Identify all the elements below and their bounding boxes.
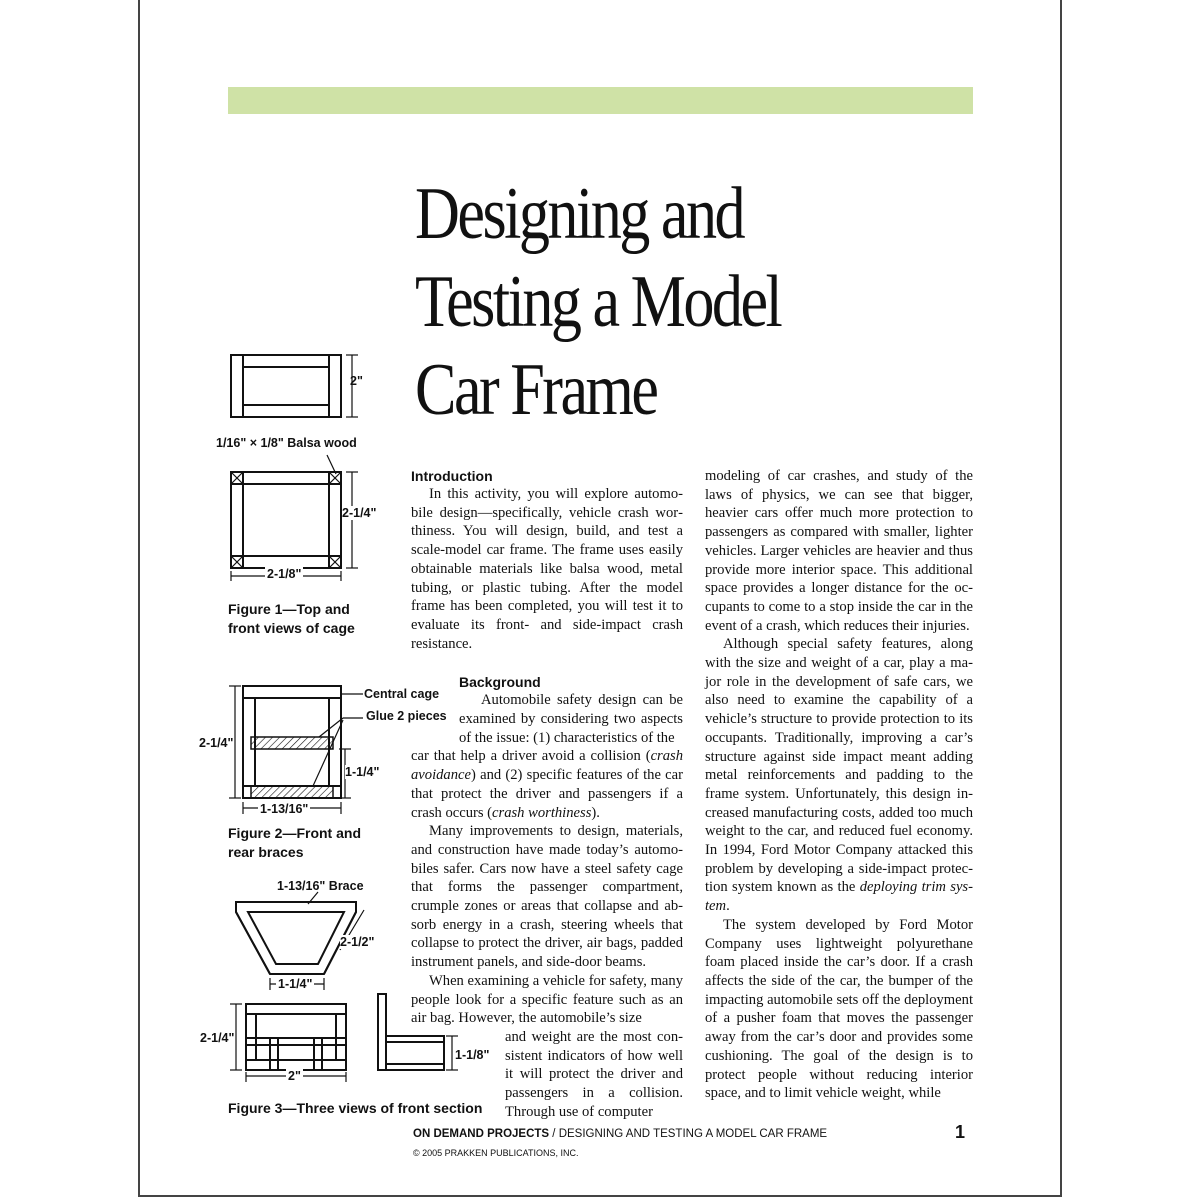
fig2-height-label: 2-1/4" [199, 736, 234, 750]
header-color-band [228, 87, 973, 114]
figure-1-caption [228, 600, 355, 638]
figure-2-drawing [195, 680, 405, 820]
figure-2-caption-line-2: rear braces [228, 844, 304, 860]
fig1-material-label: 1/16" × 1/8" Balsa wood [216, 436, 357, 450]
title-line-3: Car Frame [415, 349, 657, 431]
column-2-paragraph-1: modeling of car crashes, and study of the laws of physics, we can see that bigger, heavier cars offer much more protection to passengers as compared with smaller, lighter vehicles. Larger vehicles are heavier and thus provide more interior space. This additional space provides a longer distance for the occupants to come to a stop inside the car in the event of a crash, which reduces their injuries. [705, 468, 973, 634]
background-paragraph-3: When examining a vehicle for safety, many people look for a specific feature such as an air bag. However, the automobile’s size [411, 972, 683, 1027]
fig3-depth-label: 1-1/8" [455, 1048, 490, 1062]
figure-1-caption-line-2: front views of cage [228, 620, 355, 636]
introduction-paragraph: In this activity, you will explore automobile design—specifically, vehicle crash worthiness. You will design, build, and test a scale-model car frame. The frame uses easily obtainable materials like balsa wood, metal tubing, or plastic tubing. After the model frame has been completed, you will test it to evaluate its front- and side-impact crash resistance. [411, 486, 683, 652]
fig2-glue-label: Glue 2 pieces [366, 709, 447, 723]
fig3-side-label: 2-1/2" [340, 935, 375, 949]
column-2-paragraph-2: Although special safety features, along with the size and weight of a car, play a major role in the development of safe cars, we also need to examine the capability of a vehicle’s structure to provide protection to its occupants. Traditionally, improving a car’s structure against side impact meant adding metal reinforcements and padding to the frame system. Unfortunately, this design increased manufacturing costs, added too much weight to the car, and reduced fuel economy. In 1994, Ford Motor Company attacked this problem by developing a side-impact protection system known as the deploying trim system. [705, 636, 973, 915]
text-column-1 [411, 467, 683, 1122]
fig3-height-label: 2-1/4" [200, 1031, 235, 1045]
figure-2-caption [228, 824, 361, 862]
figure-2-caption-line-1: Figure 2—Front and [228, 825, 361, 841]
figure-3-caption: Figure 3—Three views of front section [228, 1100, 483, 1116]
fig3-bottom-label: 1-1/4" [278, 977, 313, 991]
page-title [415, 170, 885, 434]
footer-project: DESIGNING AND TESTING A MODEL CAR FRAME [558, 1128, 828, 1140]
background-heading: Background [459, 674, 541, 691]
title-line-2: Testing a Model [415, 261, 781, 343]
fig2-brace-height-label: 1-1/4" [345, 765, 380, 779]
footer-series: ON DEMAND PROJECTS [413, 1128, 550, 1140]
fig2-width-label: 1-13/16" [260, 802, 309, 816]
page-number: 1 [955, 1122, 966, 1142]
text-column-2 [705, 467, 973, 1103]
background-paragraph-3-cont: and weight are the most consistent indicators of how well it will protect the driver and passengers in a collision. Through use of computer [505, 1028, 683, 1120]
background-paragraph-1-cont: car that help a driver avoid a collision (crash avoidance) and (2) specific features of the car that protect the driver and passengers if a crash occurs (crash worthiness). [411, 748, 683, 821]
background-paragraph-1: Automobile safety design can be examined by considering two aspects of the issue: (1) characteristics of the [459, 692, 683, 746]
title-line-1: Designing and [415, 173, 744, 255]
column-2-paragraph-3: The system developed by Ford Motor Company uses lightweight polyurethane foam placed inside the car’s door. If a crash affects the side of the car, the bumper of the impacting automobile sets off the deployment of a pusher foam that moves the passenger away from the car’s door and provides some cushioning. The goal of the design is to protect people without reducing interior space, and to limit vehicle weight, while [705, 916, 973, 1102]
introduction-heading: Introduction [411, 468, 493, 484]
background-paragraph-2: Many improvements to design, materials, and construction have made today’s automobiles safer. Cars now have a steel safety cage that forms the passenger compartment, crumple zones or areas that collapse and absorb energy in a crash, steering wheels that collapse to protect the driver, air bags, padded instrument panels, and side-door beams. [411, 823, 683, 971]
figure-1-drawing [215, 345, 395, 585]
fig1-height-top-label: 2" [350, 374, 363, 388]
fig1-height-front-label: 2-1/4" [342, 506, 377, 520]
footer-running-title [413, 1128, 827, 1140]
fig3-width-label: 2" [288, 1069, 301, 1083]
fig1-width-label: 2-1/8" [267, 567, 302, 581]
figure-1-caption-line-1: Figure 1—Top and [228, 601, 350, 617]
fig2-central-cage-label: Central cage [364, 687, 440, 701]
fig3-brace-label: 1-13/16" Brace [277, 879, 364, 893]
copyright-notice: © 2005 PRAKKEN PUBLICATIONS, INC. [413, 1148, 579, 1158]
footer-separator: / [549, 1128, 559, 1140]
